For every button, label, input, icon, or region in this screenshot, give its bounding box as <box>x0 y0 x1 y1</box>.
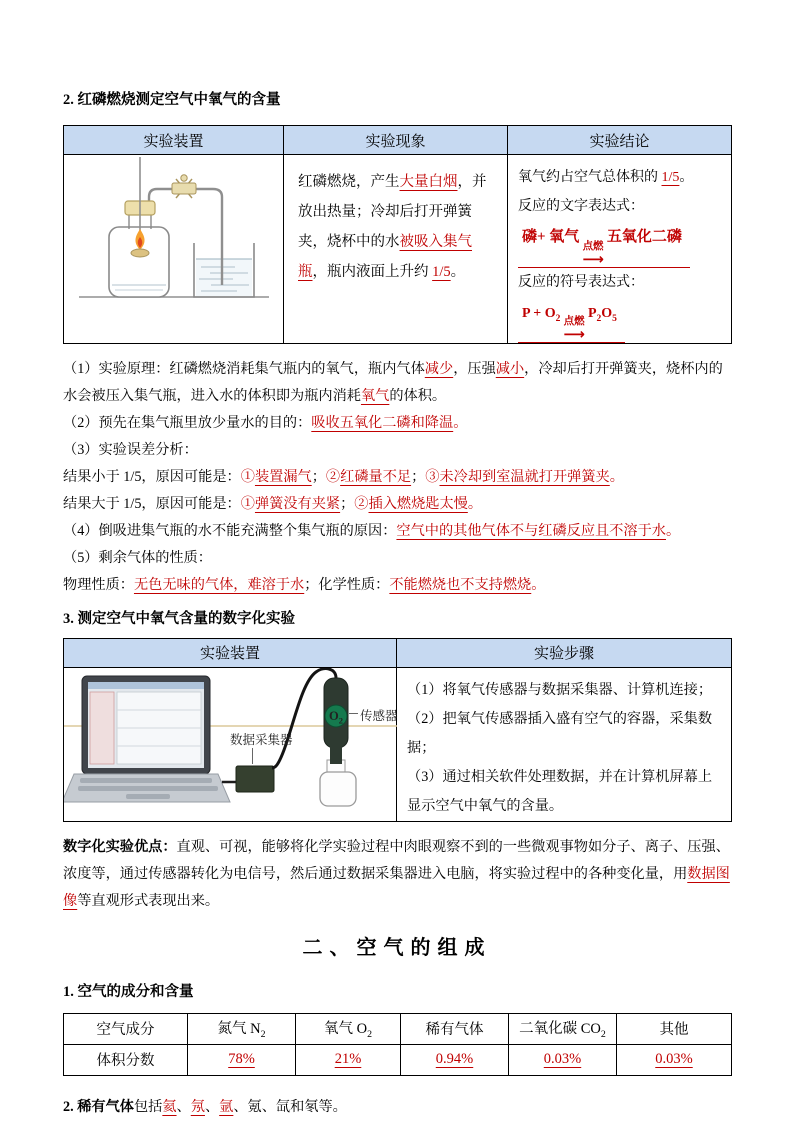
note-water-not-full: （4）倒吸进集气瓶的水不能充满整个集气瓶的原因：空气中的其他气体不与红磷反应且不溶于水。 <box>63 522 681 539</box>
air-cell-n2: 氮气 $N_2$ <box>188 1013 296 1044</box>
air-cell-label: 空气成分 <box>64 1013 188 1044</box>
symbol-equation: $P + O_2$ 点燃 ⟶ $P_2O_5$ <box>518 297 723 343</box>
conclusion-line-word-label: 反应的文字表达式： <box>518 199 644 214</box>
air-cell-co2: 二氧化碳 $CO_2$ <box>509 1013 617 1044</box>
conclusion-cell <box>508 155 732 344</box>
air-sub1-heading: 1. 空气的成分和含量 <box>63 983 194 1000</box>
header-cell-phenomenon: 实验现象 <box>284 126 508 155</box>
air-cell-other-value: 0.03% <box>617 1044 732 1075</box>
table-2-header-row <box>64 638 732 667</box>
steps-cell <box>397 667 732 821</box>
section-3-heading: 3. 测定空气中氧气含量的数字化实验 <box>63 610 295 627</box>
digital-advantage-paragraph: 数字化实验优点：直观、可视，能够将化学实验过程中肉眼观察不到的一些微观事物如分子、离子、压强、浓度等，通过传感器转化为电信号，然后通过数据采集器进入电脑，将实验过程中的各种变化量，用数据图像等直观形式表现出来。 <box>63 838 730 909</box>
table-1-body-row <box>64 155 732 344</box>
air-cell-noble: 稀有气体 <box>401 1013 509 1044</box>
air-cell-co2-value: 0.03% <box>509 1044 617 1075</box>
air-components-table <box>63 1013 732 1076</box>
conclusion-line-volume: 氧气约占空气总体积的 1/5。 <box>518 170 694 185</box>
step-1: （1）将氧气传感器与数据采集器、计算机连接； <box>407 681 713 698</box>
conclusion-line-symbol-label: 反应的符号表达式： <box>518 274 644 290</box>
word-equation: 磷+ 氧气 点燃 ⟶ 五氧化二磷 <box>518 221 723 268</box>
phenomenon-cell: 红磷燃烧，产生大量白烟，并放出热量；冷却后打开弹簧夹，烧杯中的水被吸入集气瓶，瓶内液面上升约 1/5。 <box>284 155 508 344</box>
note-result-less: 结果小于 1/5，原因可能是：①装置漏气；②红磷量不足；③未冷却到室温就打开弹簧夹。 <box>63 468 624 485</box>
note-error-analysis-title: （3）实验误差分析： <box>63 441 198 458</box>
note-principle: （1）实验原理：红磷燃烧消耗集气瓶内的氧气，瓶内气体减少，压强减小，冷却后打开弹簧夹，烧杯内的水会被压入集气瓶，进入水的体积即为瓶内消耗氧气的体积。 <box>63 360 723 404</box>
air-cell-fraction-label: 体积分数 <box>64 1044 188 1075</box>
air-cell-n2-value: 78% <box>188 1044 296 1075</box>
digital-experiment-figure <box>64 668 397 810</box>
table-1-header-row <box>64 126 732 155</box>
air-cell-noble-value: 0.94% <box>401 1044 509 1075</box>
note-remaining-gas-title: （5）剩余气体的性质： <box>63 549 212 566</box>
air-cell-o2: 氧气 $O_2$ <box>296 1013 401 1044</box>
section-2-heading: 2. 红磷燃烧测定空气中氧气的含量 <box>63 92 281 108</box>
air-table-row-components <box>64 1013 732 1044</box>
page-content <box>63 0 731 1121</box>
air-cell-o2-value: 21% <box>296 1044 401 1075</box>
table-experiment-2 <box>63 638 732 822</box>
digital-apparatus-cell <box>64 667 397 821</box>
air-table-row-fractions <box>64 1044 732 1075</box>
sensor-pointer-line <box>349 713 358 714</box>
o2-badge: $O_2$ <box>329 708 343 726</box>
table-2-body-row <box>64 667 732 821</box>
header-cell-apparatus-2: 实验装置 <box>64 638 397 667</box>
header-cell-apparatus: 实验装置 <box>64 126 284 155</box>
air-composition-heading: 二、空气的组成 <box>302 936 492 959</box>
apparatus-image <box>65 155 283 313</box>
air-cell-other: 其他 <box>617 1013 732 1044</box>
experiment-notes <box>63 356 731 599</box>
table-experiment-1 <box>63 125 732 344</box>
collector-pointer-line <box>252 748 253 764</box>
note-water-purpose: （2）预先在集气瓶里放少量水的目的：吸收五氧化二磷和降温。 <box>63 414 468 431</box>
note-gas-properties: 物理性质：无色无味的气体，难溶于水；化学性质：不能燃烧也不支持燃烧。 <box>63 576 546 593</box>
header-cell-conclusion: 实验结论 <box>508 126 732 155</box>
step-2: （2）把氧气传感器插入盛有空气的容器，采集数据； <box>407 710 713 756</box>
sensor-label: 传感器 <box>360 708 398 723</box>
apparatus-cell <box>64 155 284 344</box>
data-collector-label: 数据采集器 <box>230 732 293 747</box>
step-3: （3）通过相关软件处理数据，并在计算机屏幕上显示空气中氧气的含量。 <box>407 768 713 814</box>
header-cell-steps: 实验步骤 <box>397 638 732 667</box>
note-result-greater: 结果大于 1/5，原因可能是：①弹簧没有夹紧；②插入燃烧匙太慢。 <box>63 495 483 512</box>
noble-gases-paragraph: 2. 稀有气体包括氦、氖、氩、氪、氙和氡等。 <box>63 1098 347 1115</box>
